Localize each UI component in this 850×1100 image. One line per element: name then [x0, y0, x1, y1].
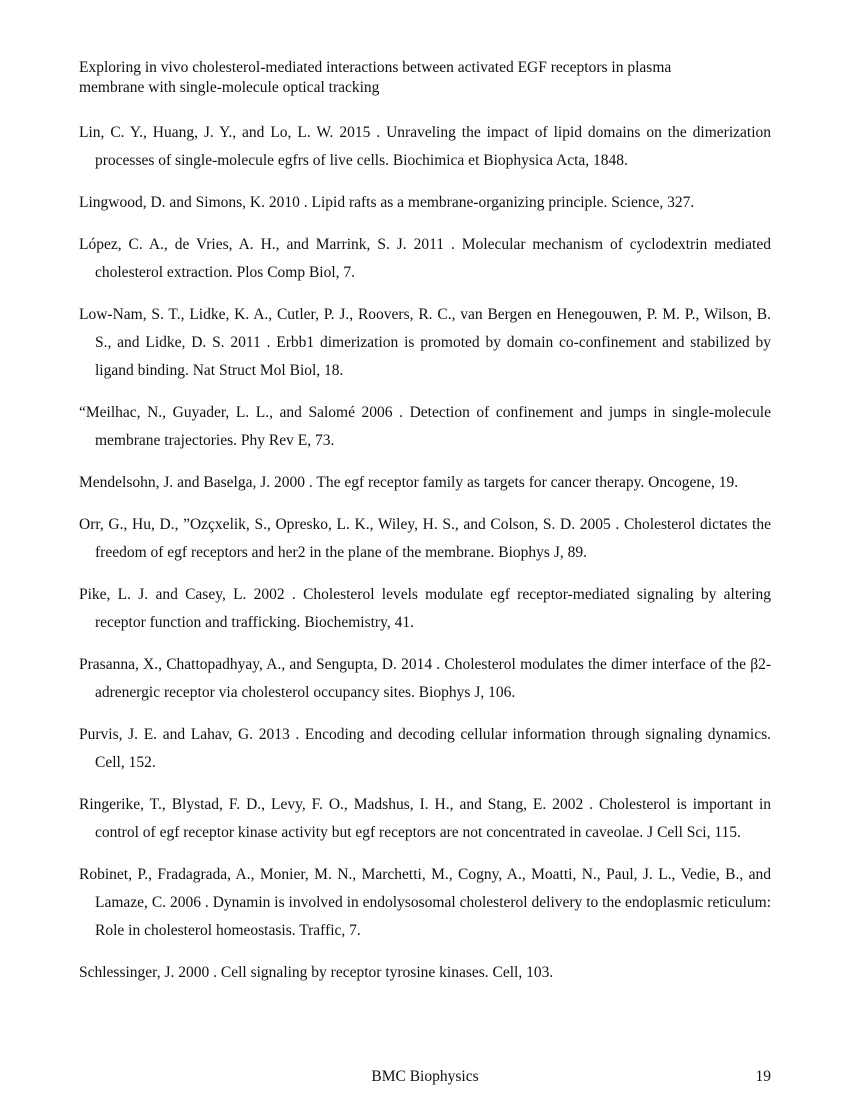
reference-title: Cholesterol levels modulate egf receptor-mediated signaling by altering receptor function and trafficking.	[95, 586, 772, 631]
reference-item	[79, 119, 771, 175]
reference-authors: Orr, G., Hu, D., ”Ozçxelik, S., Opresko, L. K., Wiley, H. S., and Colson, S. D. 2005 .	[79, 516, 620, 533]
reference-item	[79, 581, 771, 637]
reference-title: Erbb1 dimerization is promoted by domain co-confinement and stabilized by ligand binding.	[95, 334, 771, 379]
reference-source: Cell, 152.	[95, 754, 156, 771]
reference-title: Cell signaling by receptor tyrosine kinases.	[220, 964, 489, 981]
reference-item	[79, 721, 771, 777]
reference-authors: Purvis, J. E. and Lahav, G. 2013 .	[79, 726, 300, 743]
reference-title: Cholesterol modulates the dimer interface of the β2-adrenergic receptor via cholesterol occupancy sites.	[95, 656, 771, 701]
reference-source: Nat Struct Mol Biol, 18.	[192, 362, 344, 379]
reference-title: The egf receptor family as targets for cancer therapy.	[316, 474, 645, 491]
reference-item	[79, 651, 771, 707]
reference-source: Biochimica et Biophysica Acta, 1848.	[392, 152, 628, 169]
reference-title: Cholesterol dictates the freedom of egf receptors and her2 in the plane of the membrane.	[95, 516, 771, 561]
reference-source: Cell, 103.	[492, 964, 554, 981]
reference-item	[79, 469, 771, 497]
reference-title: Detection of confinement and jumps in single-molecule membrane trajectories.	[95, 404, 771, 449]
reference-authors: Prasanna, X., Chattopadhyay, A., and Sengupta, D. 2014 .	[79, 656, 441, 673]
reference-title: Encoding and decoding cellular information through signaling dynamics.	[304, 726, 772, 743]
reference-item	[79, 231, 771, 287]
reference-item	[79, 511, 771, 567]
reference-authors: “Meilhac, N., Guyader, L. L., and Salomé 2006 .	[79, 404, 404, 421]
reference-title: Lipid rafts as a membrane-organizing principle.	[311, 194, 608, 211]
reference-authors: Lingwood, D. and Simons, K. 2010 .	[79, 194, 308, 211]
reference-source: Oncogene, 19.	[648, 474, 739, 491]
reference-title: Dynamin is involved in endolysosomal cholesterol delivery to the endoplasmic reticulum: Role in cholesterol homeostasis.	[95, 894, 771, 939]
running-title: Exploring in vivo cholesterol-mediated interactions between activated EGF receptors in plasma membrane with single-molecule optical tracking	[79, 59, 672, 96]
reference-authors: Schlessinger, J. 2000 .	[79, 964, 218, 981]
reference-item	[79, 189, 771, 217]
page-number: 19	[755, 1068, 771, 1085]
reference-item	[79, 791, 771, 847]
reference-item	[79, 861, 771, 945]
reference-source: Biophys J, 106.	[418, 684, 516, 701]
reference-authors: Low-Nam, S. T., Lidke, K. A., Cutler, P. J., Roovers, R. C., van Bergen en Henegouwen, P. M. P., Wilson, B. S., and Lidke, D. S. 2011 .	[79, 306, 771, 351]
reference-authors: Pike, L. J. and Casey, L. 2002 .	[79, 586, 296, 603]
reference-item	[79, 399, 771, 455]
reference-authors: Lin, C. Y., Huang, J. Y., and Lo, L. W. 2015 .	[79, 124, 381, 141]
reference-title: Molecular mechanism of cyclodextrin mediated cholesterol extraction.	[95, 236, 771, 281]
reference-source: Biophys J, 89.	[498, 544, 587, 561]
reference-title: Unraveling the impact of lipid domains on the dimerization processes of single-molecule egfrs of live cells.	[95, 124, 772, 169]
reference-title: Cholesterol is important in control of egf receptor kinase activity but egf receptors are not concentrated in caveolae.	[95, 796, 772, 841]
journal-name: BMC Biophysics	[371, 1068, 479, 1085]
reference-source: Phy Rev E, 73.	[240, 432, 335, 449]
reference-authors: Robinet, P., Fradagrada, A., Monier, M. N., Marchetti, M., Cogny, A., Moatti, N., Paul, J. L., Vedie, B., and Lamaze, C. 2006 .	[79, 866, 771, 911]
reference-authors: Mendelsohn, J. and Baselga, J. 2000 .	[79, 474, 313, 491]
reference-source: Traffic, 7.	[299, 922, 361, 939]
reference-source: Plos Comp Biol, 7.	[236, 264, 356, 281]
reference-authors: López, C. A., de Vries, A. H., and Marrink, S. J. 2011 .	[79, 236, 455, 253]
reference-item	[79, 959, 771, 987]
reference-list	[79, 119, 771, 1001]
reference-source: J Cell Sci, 115.	[647, 824, 741, 841]
reference-source: Science, 327.	[611, 194, 695, 211]
reference-authors: Ringerike, T., Blystad, F. D., Levy, F. O., Madshus, I. H., and Stang, E. 2002 .	[79, 796, 594, 813]
reference-item	[79, 301, 771, 385]
reference-source: Biochemistry, 41.	[304, 614, 414, 631]
page-footer	[79, 1067, 771, 1087]
